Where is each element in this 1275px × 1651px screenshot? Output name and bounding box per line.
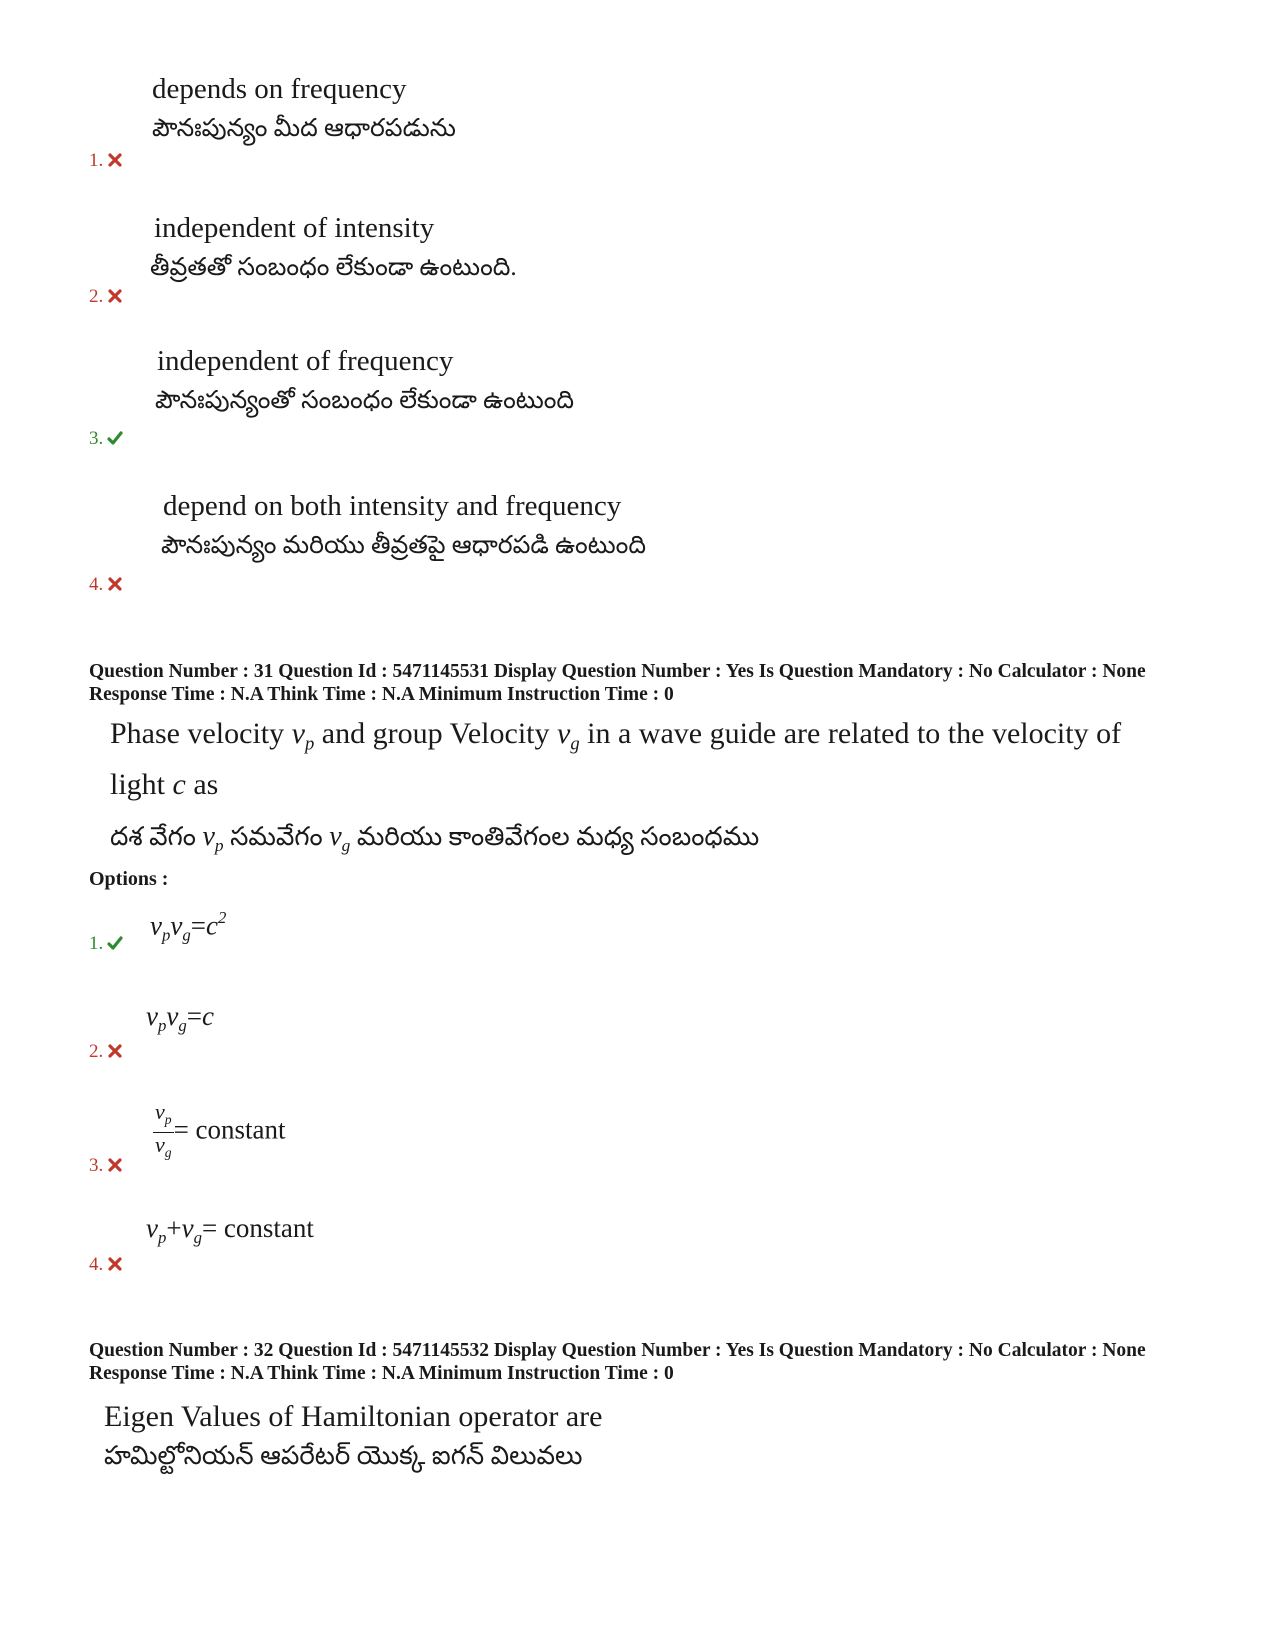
prev-option-2-te: తీవ్రతతో సంబంధం లేకుండా ఉంటుంది. [150, 254, 517, 281]
options-label: Options : [89, 868, 169, 890]
question-32-stem-en: Eigen Values of Hamiltonian operator are [104, 1400, 603, 1433]
var-v: v [155, 1131, 165, 1157]
cross-icon [107, 288, 123, 304]
sub-g: g [570, 733, 580, 755]
cross-icon [107, 1043, 123, 1059]
stem-text: Phase velocity [110, 717, 292, 750]
check-icon [107, 430, 123, 446]
var-v: v [202, 821, 215, 852]
var-v: v [181, 1213, 194, 1243]
question-31-option-4-formula: $v_p+v_g=$ constant [146, 1213, 314, 1247]
cross-icon [107, 152, 123, 168]
var-v: v [155, 1099, 165, 1124]
group-velocity-symbol [557, 717, 580, 755]
prev-option-1-te: పౌనఃపున్యం మీద ఆధారపడును [152, 115, 456, 142]
numerator [153, 1100, 174, 1133]
rhs: c [205, 910, 218, 941]
group-velocity-symbol [329, 821, 351, 856]
rhs: c [201, 1001, 214, 1031]
option-number: 3. [89, 1155, 104, 1176]
prev-option-2-marker [89, 286, 123, 308]
prev-option-4-marker [89, 574, 123, 596]
cross-icon [107, 576, 123, 592]
light-speed-symbol: c [172, 768, 186, 801]
question-32-meta: Question Number : 32 Question Id : 5471145532 Display Question Number : Yes Is Question Mandatory : No Calculator : None Response Time : N.A Think Time : N.A Minimum Instruction Time : 0 [89, 1340, 1146, 1384]
question-31-option-2-marker [89, 1041, 123, 1063]
fraction-vp-over-vg [153, 1100, 174, 1165]
option-number: 1. [89, 150, 104, 171]
var-v: v [557, 717, 571, 750]
prev-option-1-marker [89, 150, 123, 172]
vg-term [181, 1213, 202, 1247]
question-31-stem-line-2 [110, 767, 218, 803]
var-v: v [146, 1213, 158, 1243]
var-v: v [166, 1001, 179, 1031]
check-icon [107, 935, 123, 951]
sub-g: g [341, 836, 351, 856]
sub-p: p [157, 1015, 167, 1035]
stem-te-text: మరియు కాంతివేగంల మధ్య సంబంధము [350, 822, 760, 851]
stem-text: and group Velocity [314, 717, 558, 750]
prev-option-4-te: పౌనఃపున్యం మరియు తీవ్రతపై ఆధారపడి ఉంటుంది [161, 532, 647, 559]
question-32-stem-te: హమిల్టోనియన్ ఆపరేటర్ యొక్క ఐగన్ విలువలు [104, 1441, 583, 1470]
question-31-option-2-formula: $v_pv_g=c$ [146, 1001, 214, 1035]
question-31-option-4-marker [89, 1254, 123, 1276]
prev-option-3-marker [89, 428, 123, 450]
var-v: v [150, 910, 162, 941]
prev-option-3-en: independent of frequency [157, 345, 454, 377]
option-number: 2. [89, 286, 104, 307]
question-31-option-3-marker [89, 1155, 123, 1177]
stem-text: in a wave guide are related to the velocity of [579, 717, 1122, 750]
option-number: 3. [89, 428, 104, 449]
stem-text: light [110, 768, 173, 801]
var-v: v [329, 821, 342, 852]
sub-g: g [164, 1144, 172, 1160]
option-number: 2. [89, 1041, 104, 1062]
vp-term [146, 1213, 167, 1247]
question-31-option-1-marker [89, 933, 123, 955]
sub-p: p [157, 1227, 167, 1247]
option-number: 4. [89, 1254, 104, 1275]
sub-p: p [214, 836, 224, 856]
denominator [153, 1133, 174, 1165]
question-31-meta: Question Number : 31 Question Id : 5471145531 Display Question Number : Yes Is Question Mandatory : No Calculator : None Response Time : N.A Think Time : N.A Minimum Instruction Time : 0 [89, 661, 1146, 705]
option-number: 4. [89, 574, 104, 595]
cross-icon [107, 1256, 123, 1272]
stem-te-text: సమవేగం [223, 822, 330, 851]
option-number: 1. [89, 933, 104, 954]
exponent: 2 [217, 908, 227, 927]
constant-text: = constant [201, 1213, 314, 1243]
prev-option-1-en: depends on frequency [152, 73, 407, 105]
phase-velocity-symbol [202, 821, 224, 856]
stem-te-text: దశ వేగం [110, 822, 203, 851]
sub-p: p [304, 733, 315, 755]
sub-g: g [182, 925, 191, 945]
stem-text: as [185, 768, 219, 801]
question-31-option-3-formula [153, 1100, 286, 1165]
sub-p: p [161, 925, 171, 945]
constant-text: = constant [173, 1114, 286, 1145]
cross-icon [107, 1157, 123, 1173]
var-v: v [146, 1001, 158, 1031]
prev-option-4-en: depend on both intensity and frequency [163, 490, 622, 522]
prev-option-2-en: independent of intensity [154, 212, 435, 244]
var-v: v [291, 717, 305, 750]
prev-option-3-te: పౌనఃపున్యంతో సంబంధం లేకుండా ఉంటుంది [155, 387, 575, 414]
sub-g: g [178, 1015, 187, 1035]
sub-g: g [193, 1227, 202, 1247]
phase-velocity-symbol [291, 717, 315, 755]
question-31-stem-te [110, 820, 759, 863]
var-v: v [170, 910, 183, 941]
sub-p: p [164, 1111, 172, 1127]
question-31-option-1-formula: $v_pv_g=c^2$ [150, 908, 227, 945]
question-31-stem-line-1 [110, 716, 1121, 763]
